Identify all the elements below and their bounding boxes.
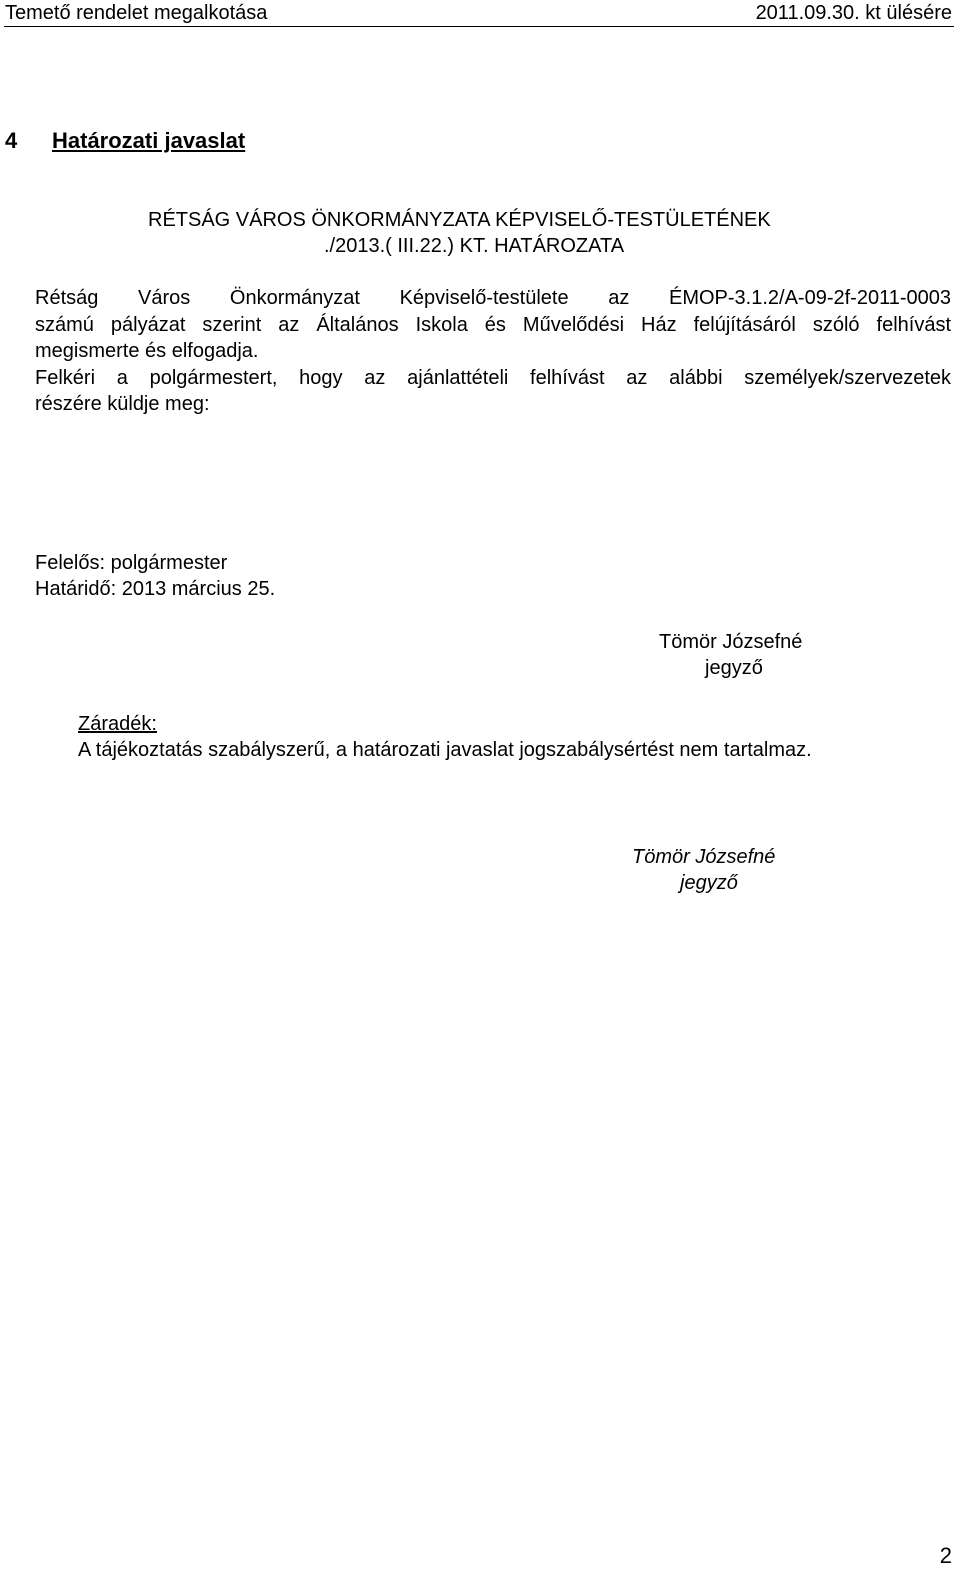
resolution-title-line-2: ./2013.( III.22.) KT. HATÁROZATA — [324, 235, 625, 257]
header-meeting-date: 2011.09.30. kt ülésére — [755, 2, 952, 24]
clause-text: A tájékoztatás szabályszerű, a határozati javaslat jogszabálysértést nem tartalmaz. — [78, 739, 812, 761]
responsible-person: Felelős: polgármester — [35, 552, 228, 574]
header-divider — [4, 26, 954, 27]
clause-heading: Záradék: — [78, 713, 157, 735]
resolution-body-line: számú pályázat szerint az Általános Iskola és Művelődési Ház felújításáról szóló felhívást — [35, 314, 951, 336]
resolution-title-line-1: RÉTSÁG VÁROS ÖNKORMÁNYZATA KÉPVISELŐ-TESTÜLETÉNEK — [148, 209, 771, 231]
signature-name: Tömör Józsefné — [659, 631, 803, 653]
header-document-title: Temető rendelet megalkotása — [5, 2, 268, 24]
deadline: Határidő: 2013 március 25. — [35, 578, 276, 600]
resolution-body-line: Felkéri a polgármestert, hogy az ajánlattételi felhívást az alábbi személyek/szervezetek — [35, 367, 951, 389]
signature-name-italic: Tömör Józsefné — [632, 846, 776, 868]
section-title: Határozati javaslat — [52, 128, 246, 153]
resolution-body-line: Rétság Város Önkormányzat Képviselő-testülete az ÉMOP-3.1.2/A-09-2f-2011-0003 — [35, 287, 951, 309]
resolution-body-line: részére küldje meg: — [35, 393, 210, 415]
section-number: 4 — [5, 128, 18, 153]
page-number: 2 — [939, 1543, 952, 1568]
signature-title: jegyző — [705, 657, 763, 679]
resolution-body-line: megismerte és elfogadja. — [35, 340, 259, 362]
signature-title-italic: jegyző — [680, 872, 738, 894]
